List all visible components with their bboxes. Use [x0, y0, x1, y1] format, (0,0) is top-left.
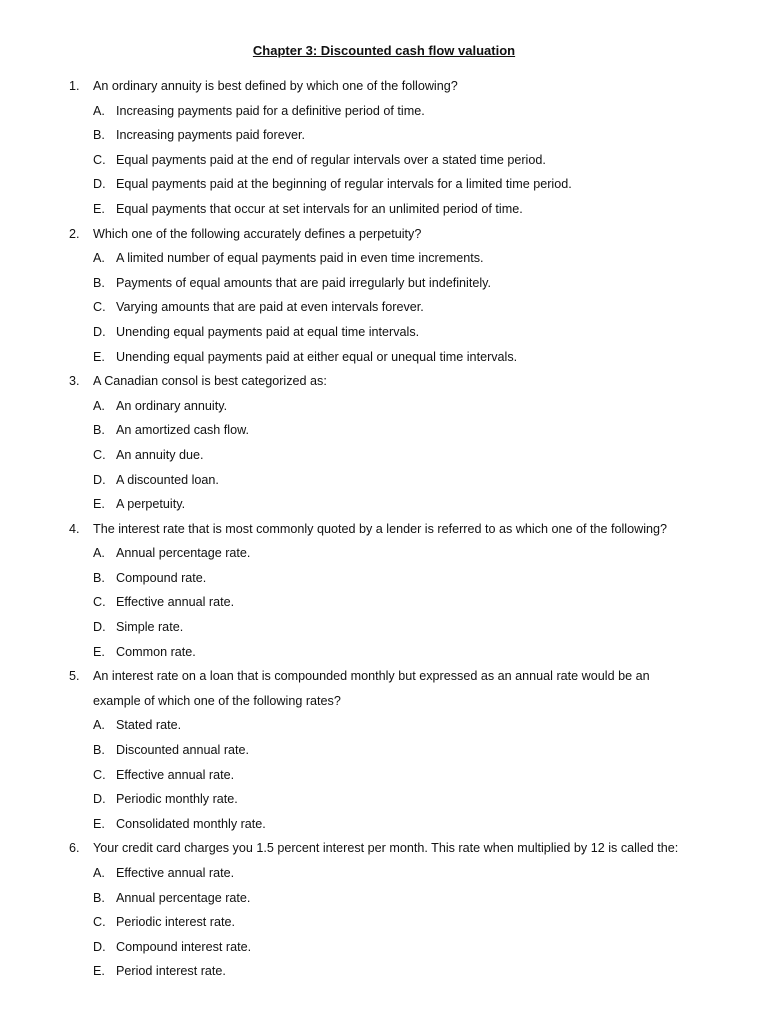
- option-letter: A.: [93, 398, 105, 413]
- question-row: [0, 838, 768, 863]
- option-row: [0, 715, 768, 740]
- option-letter: E.: [93, 349, 105, 364]
- option-letter: D.: [93, 324, 106, 339]
- option-letter: D.: [93, 620, 106, 635]
- option-letter: B.: [93, 128, 105, 143]
- option-row: [0, 912, 768, 937]
- option-row: [0, 396, 768, 421]
- option-row: [0, 322, 768, 347]
- option-letter: E.: [93, 644, 105, 659]
- option-text: Periodic monthly rate.: [116, 792, 238, 807]
- option-letter: B.: [93, 890, 105, 905]
- option-row: [0, 961, 768, 986]
- question-continuation-row: [0, 691, 768, 716]
- option-row: [0, 273, 768, 298]
- option-letter: C.: [93, 767, 106, 782]
- option-letter: C.: [93, 152, 106, 167]
- option-letter: A.: [93, 103, 105, 118]
- option-text: A limited number of equal payments paid in even time increments.: [116, 251, 484, 266]
- option-text: Effective annual rate.: [116, 767, 235, 782]
- question-row: [0, 76, 768, 101]
- option-row: [0, 150, 768, 175]
- option-row: [0, 420, 768, 445]
- option-row: [0, 101, 768, 126]
- option-row: [0, 297, 768, 322]
- option-row: [0, 888, 768, 913]
- option-text: Annual percentage rate.: [116, 890, 251, 905]
- option-row: [0, 642, 768, 667]
- option-text: Equal payments that occur at set intervals for an unlimited period of time.: [116, 201, 523, 216]
- option-letter: C.: [93, 447, 106, 462]
- option-letter: C.: [93, 595, 106, 610]
- option-text: Increasing payments paid for a definitive period of time.: [116, 103, 425, 118]
- question-row: [0, 224, 768, 249]
- option-letter: A.: [93, 718, 105, 733]
- option-text: Simple rate.: [116, 620, 184, 635]
- option-text: Equal payments paid at the beginning of regular intervals for a limited time period.: [116, 177, 572, 192]
- option-letter: D.: [93, 472, 106, 487]
- option-text: A discounted loan.: [116, 472, 219, 487]
- option-text: Consolidated monthly rate.: [116, 816, 266, 831]
- question-text: An ordinary annuity is best defined by which one of the following?: [93, 79, 458, 93]
- option-row: [0, 937, 768, 962]
- option-text: An amortized cash flow.: [116, 423, 249, 438]
- option-row: [0, 863, 768, 888]
- option-text: Varying amounts that are paid at even intervals forever.: [116, 300, 424, 315]
- question-text: Your credit card charges you 1.5 percent interest per month. This rate when multiplied by 12 is called the:: [93, 841, 679, 856]
- option-letter: D.: [93, 177, 106, 192]
- option-row: [0, 617, 768, 642]
- option-text: Common rate.: [116, 644, 196, 659]
- option-letter: A.: [93, 546, 105, 561]
- question-row: [0, 666, 768, 691]
- option-row: [0, 592, 768, 617]
- option-row: [0, 765, 768, 790]
- option-text: An annuity due.: [116, 447, 204, 462]
- option-letter: D.: [93, 792, 106, 807]
- option-text: Effective annual rate.: [116, 595, 235, 610]
- option-text: Increasing payments paid forever.: [116, 128, 306, 143]
- option-letter: B.: [93, 423, 105, 438]
- option-letter: E.: [93, 816, 105, 831]
- option-text: An ordinary annuity.: [116, 398, 228, 413]
- option-text: Unending equal payments paid at either equal or unequal time intervals.: [116, 349, 518, 364]
- option-letter: A.: [93, 251, 105, 266]
- option-text: Compound rate.: [116, 570, 207, 585]
- question-number: 6.: [69, 841, 80, 856]
- option-text: Compound interest rate.: [116, 939, 252, 954]
- option-row: [0, 470, 768, 495]
- question-number: 2.: [69, 226, 80, 241]
- option-row: [0, 789, 768, 814]
- question-text: An interest rate on a loan that is compounded monthly but expressed as an annual rate would be an: [93, 669, 650, 684]
- option-row: [0, 543, 768, 568]
- option-letter: C.: [93, 915, 106, 930]
- option-letter: A.: [93, 866, 105, 880]
- option-row: [0, 568, 768, 593]
- option-row: [0, 347, 768, 372]
- option-letter: D.: [93, 939, 106, 954]
- option-row: [0, 174, 768, 199]
- option-row: [0, 814, 768, 839]
- question-number: 5.: [69, 669, 80, 684]
- question-number: 4.: [69, 521, 80, 536]
- option-letter: B.: [93, 570, 105, 585]
- question-list: [0, 76, 768, 986]
- option-text: Unending equal payments paid at equal time intervals.: [116, 324, 420, 339]
- option-text: Period interest rate.: [116, 964, 226, 979]
- option-row: [0, 248, 768, 273]
- question-number: 3.: [69, 374, 80, 389]
- question-row: [0, 371, 768, 396]
- option-text: A perpetuity.: [116, 497, 186, 512]
- option-text: Periodic interest rate.: [116, 915, 235, 930]
- option-row: [0, 199, 768, 224]
- option-text: Payments of equal amounts that are paid irregularly but indefinitely.: [116, 275, 491, 290]
- option-letter: E.: [93, 201, 105, 216]
- option-letter: B.: [93, 275, 105, 290]
- option-letter: E.: [93, 964, 105, 979]
- option-text: Discounted annual rate.: [116, 743, 250, 758]
- question-text: example of which one of the following rates?: [93, 693, 341, 708]
- question-number: 1.: [69, 79, 80, 93]
- option-letter: C.: [93, 300, 106, 315]
- option-row: [0, 740, 768, 765]
- option-letter: E.: [93, 497, 105, 512]
- question-text: Which one of the following accurately defines a perpetuity?: [93, 226, 422, 241]
- option-letter: B.: [93, 743, 105, 758]
- option-row: [0, 445, 768, 470]
- option-text: Equal payments paid at the end of regular intervals over a stated time period.: [116, 152, 546, 167]
- question-text: The interest rate that is most commonly quoted by a lender is referred to as which one of the following?: [93, 521, 668, 536]
- question-row: [0, 519, 768, 544]
- option-text: Effective annual rate.: [116, 866, 235, 880]
- question-text: A Canadian consol is best categorized as:: [93, 374, 327, 389]
- option-text: Annual percentage rate.: [116, 546, 251, 561]
- option-row: [0, 125, 768, 150]
- page-title: Chapter 3: Discounted cash flow valuation: [252, 43, 516, 58]
- option-text: Stated rate.: [116, 718, 182, 733]
- option-row: [0, 494, 768, 519]
